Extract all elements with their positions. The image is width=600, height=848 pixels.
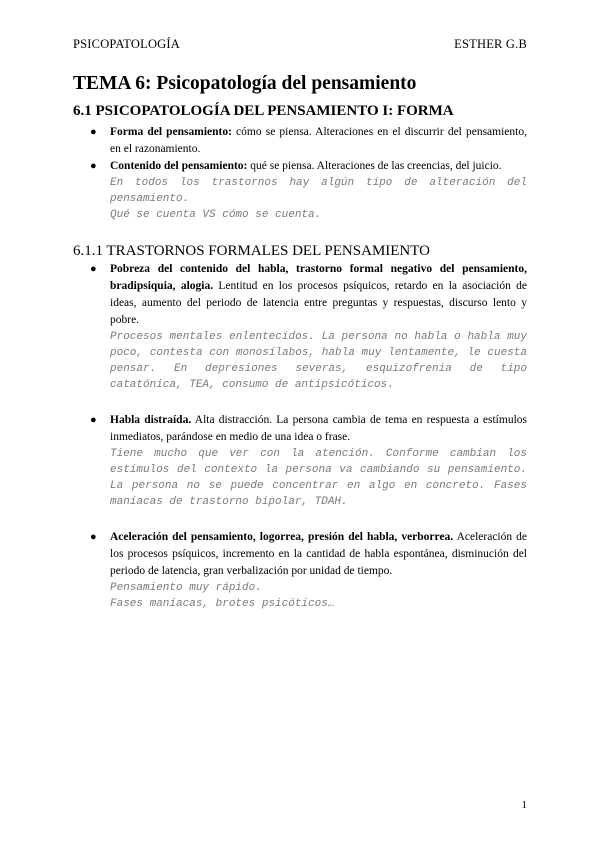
item-term: Contenido del pensamiento: bbox=[110, 160, 248, 172]
document-body bbox=[73, 72, 527, 612]
item-term: Pobreza del contenido del habla, trastorno formal negativo del pensamiento, bradipsiquia, alogia. bbox=[110, 263, 527, 292]
item-text: cómo se piensa. Alteraciones en el discurrir del pensamiento, en el razonamiento. bbox=[110, 126, 527, 155]
bullet-icon: ● bbox=[90, 531, 97, 543]
note-text: Qué se cuenta VS cómo se cuenta. bbox=[110, 209, 322, 221]
item-text: Lentitud en los procesos psíquicos, retardo en la asociación de ideas, aumento del periodo de latencia entre preguntas y respuestas, discurso lento y pobre. bbox=[110, 280, 527, 326]
section-heading-6-1-1: 6.1.1 TRASTORNOS FORMALES DEL PENSAMIENTO bbox=[73, 243, 430, 259]
bullet-icon: ● bbox=[90, 414, 97, 426]
header-right: ESTHER G.B bbox=[454, 37, 527, 51]
item-text: qué se piensa. Alteraciones de las creencias, del juicio. bbox=[247, 160, 502, 172]
item-text: Alta distracción. La persona cambia de tema en respuesta a estímulos inmediatos, parándose en medio de una idea o frase. bbox=[110, 414, 527, 443]
bullet-icon: ● bbox=[90, 160, 97, 172]
bullet-icon: ● bbox=[90, 126, 97, 138]
section-heading-6-1: 6.1 PSICOPATOLOGÍA DEL PENSAMIENTO I: FORMA bbox=[73, 103, 454, 119]
page-number: 1 bbox=[521, 799, 527, 811]
list-item bbox=[73, 529, 527, 612]
item-term: Aceleración del pensamiento, logorrea, presión del habla, verborrea. bbox=[110, 531, 454, 543]
item-text: Aceleración de los procesos psíquicos, incremento en la cantidad de habla espontánea, disminución del periodo de latencia, gran verbalización por unidad de tiempo. bbox=[110, 531, 528, 577]
section1-list bbox=[73, 124, 527, 175]
header-left: PSICOPATOLOGÍA bbox=[73, 37, 180, 51]
page-title: TEMA 6: Psicopatología del pensamiento bbox=[73, 73, 417, 94]
note-text: Procesos mentales enlentecidos. La persona no habla o habla muy poco, contesta con monosílabos, habla muy lentamente, le cuesta pensar. En depresiones severas, esquizofrenia de tipo catatónica, TEA, consumo de antipsicóticos. bbox=[110, 331, 527, 391]
section2-list bbox=[73, 261, 527, 612]
list-item bbox=[73, 412, 527, 510]
list-item bbox=[73, 124, 527, 158]
note-text: Fases maníacas, brotes psicóticos… bbox=[110, 598, 335, 610]
item-term: Forma del pensamiento: bbox=[110, 126, 232, 138]
note-text: Pensamiento muy rápido. bbox=[110, 582, 262, 594]
bullet-icon: ● bbox=[90, 263, 97, 275]
list-item bbox=[73, 261, 527, 393]
note-text: Tiene mucho que ver con la atención. Conforme cambian los estímulos del contexto la persona va cambiando su pensamiento. La persona no se puede concentrar en algo en concreto. Fases maníacas de trastorno bipolar, TDAH. bbox=[110, 448, 527, 508]
list-item bbox=[73, 158, 527, 175]
note-text: En todos los trastornos hay algún tipo de alteración del pensamiento. bbox=[110, 177, 527, 205]
item-term: Habla distraída. bbox=[110, 414, 192, 426]
